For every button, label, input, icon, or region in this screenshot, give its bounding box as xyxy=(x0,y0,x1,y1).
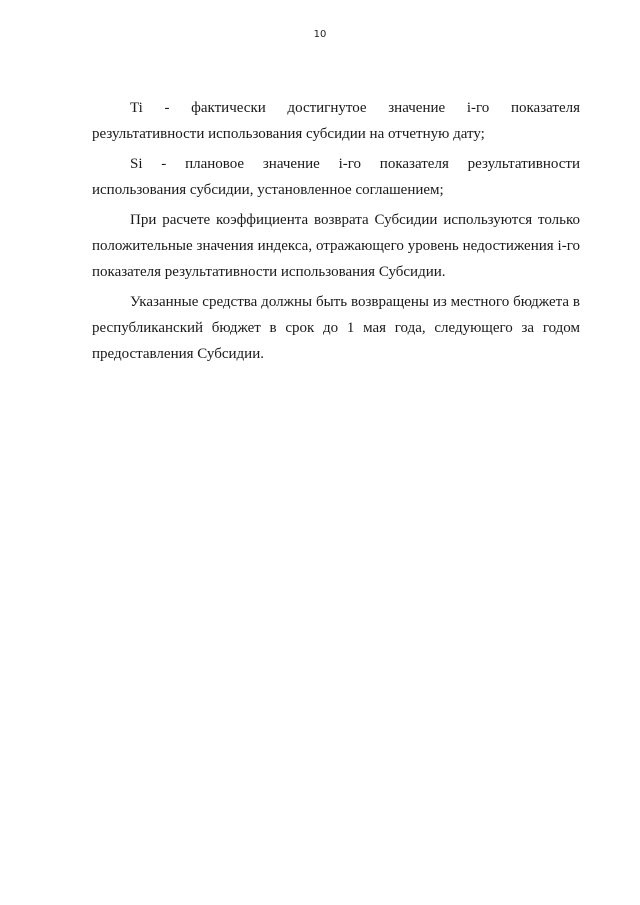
paragraph-coefficient-note: При расчете коэффициента возврата Субсидии используются только положительные значения индекса, отражающего уровень недостижения i-го показателя результативности использования Субсидии. xyxy=(92,212,580,280)
paragraph-return-deadline: Указанные средства должны быть возвращены из местного бюджета в республиканский бюджет в срок до 1 мая года, следующего за годом предоставления Субсидии. xyxy=(92,294,580,362)
paragraph-si-definition: Si - плановое значение i-го показателя результативности использования субсидии, установленное соглашением; xyxy=(92,156,580,198)
page-number: 10 xyxy=(313,29,327,40)
document-body xyxy=(92,95,580,371)
paragraph-ti-definition: Ti - фактически достигнутое значение i-го показателя результативности использования субсидии на отчетную дату; xyxy=(92,100,580,142)
